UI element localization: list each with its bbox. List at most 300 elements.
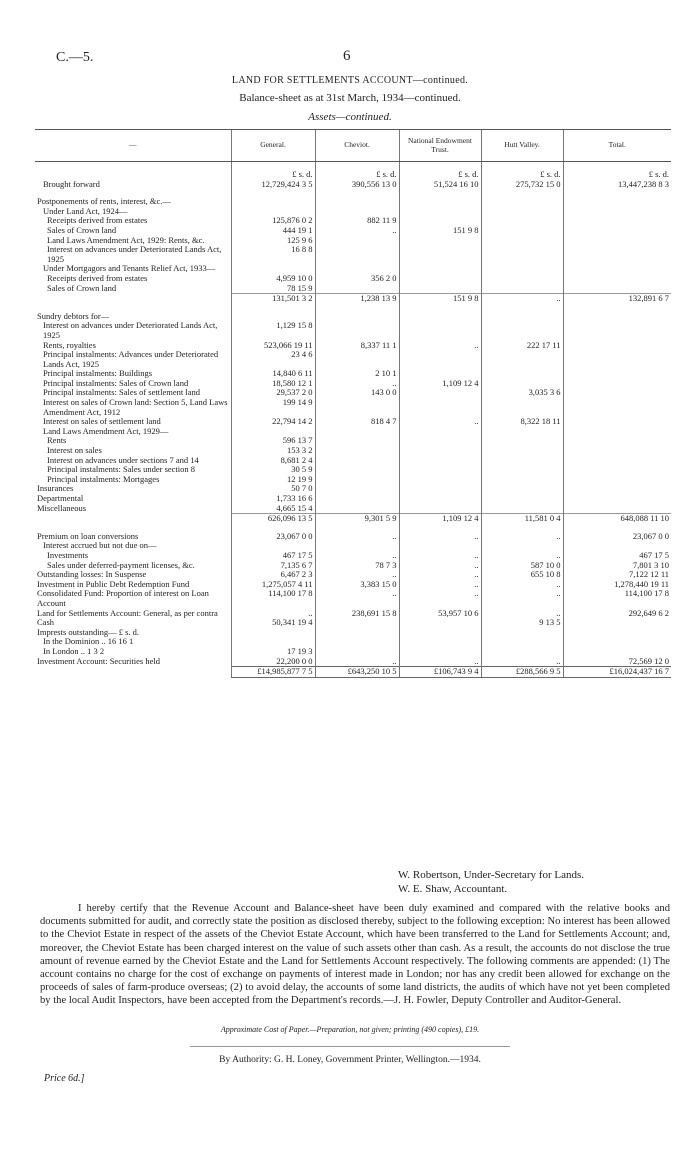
sundry-debtor-row bbox=[35, 369, 671, 379]
amount-cell: 596 13 7 bbox=[231, 436, 315, 446]
asset-row bbox=[35, 618, 671, 628]
divider bbox=[190, 1046, 510, 1047]
amount-cell bbox=[399, 456, 481, 466]
amount-cell: 51,524 16 10 bbox=[399, 180, 481, 190]
amount-cell bbox=[399, 197, 481, 207]
amount-cell bbox=[315, 245, 399, 264]
amount-cell bbox=[481, 236, 563, 246]
asset-row bbox=[35, 637, 671, 647]
amount-cell bbox=[399, 216, 481, 226]
row-label: Principal instalments: Sales under section 8 bbox=[47, 465, 196, 475]
amount-cell bbox=[481, 504, 563, 514]
sundry-debtor-row bbox=[35, 388, 671, 398]
amount-cell bbox=[481, 475, 563, 485]
asset-row bbox=[35, 657, 671, 667]
amount-cell bbox=[563, 417, 671, 427]
sundry-debtor-row bbox=[35, 494, 671, 504]
row-label: Rents bbox=[47, 436, 67, 446]
amount-cell bbox=[563, 264, 671, 274]
amount-cell bbox=[481, 628, 563, 638]
spacer-cell bbox=[399, 189, 481, 197]
amount-cell: 153 3 2 bbox=[231, 446, 315, 456]
postponement-row bbox=[35, 207, 671, 217]
amount-cell: 125,876 0 2 bbox=[231, 216, 315, 226]
amount-cell bbox=[315, 264, 399, 274]
sundry-debtor-row bbox=[35, 321, 671, 340]
amount-cell: 12,729,424 3 5 bbox=[231, 180, 315, 190]
amount-cell: 143 0 0 bbox=[315, 388, 399, 398]
amount-cell bbox=[563, 341, 671, 351]
sundry-debtor-row bbox=[35, 417, 671, 427]
asset-row bbox=[35, 647, 671, 657]
row-label: Principal instalments: Mortgages bbox=[47, 474, 160, 484]
amount-cell: 1,129 15 8 bbox=[231, 321, 315, 340]
sundry-debtor-row bbox=[35, 398, 671, 417]
amount-cell: 23 4 6 bbox=[231, 350, 315, 369]
spacer-cell bbox=[231, 524, 315, 532]
amount-cell: .. bbox=[481, 580, 563, 590]
asset-row bbox=[35, 609, 671, 619]
amount-cell: 3,383 15 0 bbox=[315, 580, 399, 590]
amount-cell: 8,322 18 11 bbox=[481, 417, 563, 427]
amount-cell bbox=[481, 637, 563, 647]
row-label: Rents, royalties bbox=[43, 340, 96, 350]
asset-row bbox=[35, 628, 671, 638]
amount-cell bbox=[399, 207, 481, 217]
amount-cell bbox=[399, 436, 481, 446]
amount-cell: 626,096 13 5 bbox=[231, 514, 315, 524]
amount-cell: 114,100 17 8 bbox=[563, 589, 671, 608]
row-label: Interest on advances under Deteriorated Lands Act, 1925 bbox=[47, 245, 222, 264]
amount-cell: 72,569 12 0 bbox=[563, 657, 671, 667]
amount-cell bbox=[481, 427, 563, 437]
amount-cell: 275,732 15 0 bbox=[481, 180, 563, 190]
amount-cell bbox=[563, 284, 671, 294]
amount-cell: .. bbox=[481, 609, 563, 619]
amount-cell: 222 17 11 bbox=[481, 341, 563, 351]
postponement-row bbox=[35, 236, 671, 246]
amount-cell: .. bbox=[315, 551, 399, 561]
row-label: Under Mortgagors and Tenants Relief Act, 1933— bbox=[43, 264, 216, 274]
amount-cell bbox=[399, 284, 481, 294]
spacer-cell bbox=[231, 304, 315, 312]
amount-cell: £14,985,877 7 5 bbox=[231, 667, 315, 678]
amount-cell: 53,957 10 6 bbox=[399, 609, 481, 619]
amount-cell: 4,959 10 0 bbox=[231, 274, 315, 284]
amount-cell: .. bbox=[481, 532, 563, 542]
amount-cell: 390,556 13 0 bbox=[315, 180, 399, 190]
amount-cell: 818 4 7 bbox=[315, 417, 399, 427]
amount-cell: 238,691 15 8 bbox=[315, 609, 399, 619]
amount-cell bbox=[563, 312, 671, 322]
amount-cell: 8,337 11 1 bbox=[315, 341, 399, 351]
amount-cell bbox=[315, 504, 399, 514]
amount-cell bbox=[399, 618, 481, 628]
amount-cell: .. bbox=[399, 551, 481, 561]
amount-cell bbox=[315, 465, 399, 475]
amount-cell bbox=[315, 284, 399, 294]
amount-cell bbox=[563, 350, 671, 369]
column-header-total: Total. bbox=[563, 130, 671, 162]
amount-cell bbox=[481, 369, 563, 379]
amount-cell bbox=[315, 446, 399, 456]
amount-cell bbox=[563, 456, 671, 466]
amount-cell bbox=[399, 465, 481, 475]
amount-cell: .. bbox=[399, 532, 481, 542]
spacer-row bbox=[35, 304, 671, 312]
amount-cell: 23,067 0 0 bbox=[563, 532, 671, 542]
row-label: Land Laws Amendment Act, 1929— bbox=[43, 426, 169, 436]
row-label: Principal instalments: Buildings bbox=[43, 369, 153, 379]
row-label: Receipts derived from estates bbox=[47, 273, 148, 283]
amount-cell bbox=[399, 541, 481, 551]
amount-cell: 29,537 2 0 bbox=[231, 388, 315, 398]
row-label: Sales of Crown land bbox=[47, 283, 117, 293]
amount-cell bbox=[481, 456, 563, 466]
row-label: Interest on advances under Deteriorated Lands Act, 1925 bbox=[43, 321, 218, 340]
amount-cell: .. bbox=[315, 570, 399, 580]
row-label: Sundry debtors for— bbox=[37, 311, 110, 321]
amount-cell bbox=[481, 274, 563, 284]
spacer-cell bbox=[399, 304, 481, 312]
amount-cell: .. bbox=[399, 589, 481, 608]
spacer-cell bbox=[35, 524, 231, 532]
section-title: Assets—continued. bbox=[308, 111, 392, 123]
amount-cell: 22,200 0 0 bbox=[231, 657, 315, 667]
amount-cell bbox=[563, 436, 671, 446]
amount-cell bbox=[481, 379, 563, 389]
currency-heading: £ s. d. bbox=[481, 162, 563, 180]
row-label: In London .. 1 3 2 bbox=[43, 646, 105, 656]
column-header-label: — bbox=[35, 130, 231, 162]
grand-total-row bbox=[35, 667, 671, 678]
amount-cell bbox=[399, 475, 481, 485]
amount-cell bbox=[399, 446, 481, 456]
amount-cell: .. bbox=[399, 657, 481, 667]
row-label: Departmental bbox=[37, 494, 84, 503]
row-label: Investment Account: Securities held bbox=[37, 656, 160, 666]
amount-cell bbox=[563, 245, 671, 264]
amount-cell: 467 17 5 bbox=[563, 551, 671, 561]
amount-cell bbox=[563, 427, 671, 437]
amount-cell bbox=[399, 388, 481, 398]
currency-heading: £ s. d. bbox=[563, 162, 671, 180]
spacer-cell bbox=[315, 524, 399, 532]
amount-cell: 50,341 19 4 bbox=[231, 618, 315, 628]
amount-cell bbox=[315, 436, 399, 446]
row-label: Premium on loan conversions bbox=[37, 531, 139, 541]
sundry-debtor-row bbox=[35, 379, 671, 389]
amount-cell bbox=[315, 398, 399, 417]
asset-row bbox=[35, 561, 671, 571]
amount-cell bbox=[563, 226, 671, 236]
row-label: Brought forward bbox=[43, 179, 100, 189]
amount-cell bbox=[481, 264, 563, 274]
signature-accountant: W. E. Shaw, Accountant. bbox=[398, 883, 508, 895]
row-label: Principal instalments: Sales of settlement land bbox=[43, 388, 200, 398]
spacer-cell bbox=[399, 524, 481, 532]
amount-cell bbox=[481, 284, 563, 294]
amount-cell bbox=[563, 388, 671, 398]
amount-cell bbox=[563, 216, 671, 226]
postponement-row bbox=[35, 264, 671, 274]
amount-cell bbox=[481, 350, 563, 369]
amount-cell bbox=[563, 647, 671, 657]
amount-cell: .. bbox=[399, 561, 481, 571]
amount-cell bbox=[315, 207, 399, 217]
amount-cell: 1,275,057 4 11 bbox=[231, 580, 315, 590]
sundry-debtor-row bbox=[35, 350, 671, 369]
amount-cell: 655 10 8 bbox=[481, 570, 563, 580]
amount-cell bbox=[399, 350, 481, 369]
amount-cell: .. bbox=[315, 657, 399, 667]
amount-cell: 1,238 13 9 bbox=[315, 294, 399, 304]
amount-cell bbox=[481, 446, 563, 456]
spacer-row bbox=[35, 524, 671, 532]
row-label: Interest on sales of settlement land bbox=[43, 417, 161, 427]
amount-cell bbox=[481, 465, 563, 475]
row-label: Sales of Crown land bbox=[47, 225, 117, 235]
amount-cell: .. bbox=[481, 294, 563, 304]
amount-cell bbox=[563, 475, 671, 485]
amount-cell: 1,109 12 4 bbox=[399, 379, 481, 389]
amount-cell: .. bbox=[231, 609, 315, 619]
document-reference: C.—5. bbox=[56, 50, 94, 65]
amount-cell: £16,024,437 16 7 bbox=[563, 667, 671, 678]
printer-authority: By Authority: G. H. Loney, Government Printer, Wellington.—1934. bbox=[219, 1055, 481, 1065]
row-label bbox=[35, 667, 231, 678]
amount-cell bbox=[315, 484, 399, 494]
amount-cell: 132,891 6 7 bbox=[563, 294, 671, 304]
amount-cell: 9 13 5 bbox=[481, 618, 563, 628]
amount-cell: 18,580 12 1 bbox=[231, 379, 315, 389]
amount-cell bbox=[315, 456, 399, 466]
postponement-row bbox=[35, 216, 671, 226]
row-label: Miscellaneous bbox=[37, 503, 87, 513]
amount-cell bbox=[231, 264, 315, 274]
asset-row bbox=[35, 580, 671, 590]
asset-row bbox=[35, 551, 671, 561]
amount-cell: 30 5 9 bbox=[231, 465, 315, 475]
spacer-cell bbox=[231, 189, 315, 197]
amount-cell bbox=[231, 197, 315, 207]
amount-cell bbox=[231, 427, 315, 437]
amount-cell: 882 11 9 bbox=[315, 216, 399, 226]
balance-sheet-table bbox=[35, 129, 671, 678]
spacer-cell bbox=[563, 189, 671, 197]
amount-cell bbox=[231, 637, 315, 647]
row-label: Land for Settlements Account: General, as per contra bbox=[37, 608, 218, 618]
amount-cell bbox=[563, 541, 671, 551]
amount-cell bbox=[315, 321, 399, 340]
amount-cell: 22,794 14 2 bbox=[231, 417, 315, 427]
amount-cell bbox=[315, 475, 399, 485]
row-label: Interest on sales of Crown land: Section 5, Land Laws Amendment Act, 1912 bbox=[43, 398, 228, 417]
amount-cell: 7,135 6 7 bbox=[231, 561, 315, 571]
column-header-row bbox=[35, 130, 671, 162]
amount-cell: 4,665 15 4 bbox=[231, 504, 315, 514]
row-label: Consolidated Fund: Proportion of interest on Loan Account bbox=[37, 589, 209, 608]
amount-cell bbox=[563, 379, 671, 389]
amount-cell bbox=[481, 216, 563, 226]
amount-cell bbox=[481, 197, 563, 207]
amount-cell: .. bbox=[481, 589, 563, 608]
spacer-row bbox=[35, 189, 671, 197]
spacer-cell bbox=[35, 189, 231, 197]
row-label: In the Dominion .. 16 16 1 bbox=[43, 637, 134, 647]
amount-cell: 125 9 6 bbox=[231, 236, 315, 246]
amount-cell: 13,447,238 8 3 bbox=[563, 180, 671, 190]
account-title: LAND FOR SETTLEMENTS ACCOUNT—continued. bbox=[231, 75, 469, 86]
amount-cell: 648,088 11 10 bbox=[563, 514, 671, 524]
amount-cell bbox=[231, 541, 315, 551]
amount-cell: 1,278,440 19 11 bbox=[563, 580, 671, 590]
spacer-cell bbox=[315, 189, 399, 197]
spacer-cell bbox=[315, 304, 399, 312]
amount-cell: 523,066 19 11 bbox=[231, 341, 315, 351]
row-label: Under Land Act, 1924— bbox=[43, 206, 128, 216]
amount-cell bbox=[481, 436, 563, 446]
spacer-cell bbox=[481, 304, 563, 312]
amount-cell: .. bbox=[315, 589, 399, 608]
amount-cell: 444 19 1 bbox=[231, 226, 315, 236]
amount-cell: 50 7 0 bbox=[231, 484, 315, 494]
amount-cell: 356 2 0 bbox=[315, 274, 399, 284]
sundry-debtor-row bbox=[35, 312, 671, 322]
amount-cell bbox=[399, 647, 481, 657]
audit-certificate: I hereby certify that the Revenue Account and Balance-sheet have been duly examined and compared with the relative books and documents submitted for audit, and correctly state the position as disclosed thereby, subject to the following exception: No interest has been allowed to the Cheviot Estate in respect of the assets of the Cheviot Estate Account, which have been transferred to the Land for Settlements Account; and, moreover, the Cheviot Estate has been charged interest on the value of such assets other than cash. As a result, the accounts do not disclose the true amount of revenue earned by the Cheviot Estate and the Land for Settlements Account respectively. The following comments are appended: (1) The account contains no charge for the cost of exchange on payments of interest made in London; nor has any credit been allowed for exchange on the proceeds of sales of farm-produce overseas; (2) to avoid delay, the accounts of some land districts, the audits of which have not yet been completed by the local Audit Inspectors, have been accepted from the Department's records.—J. H. Fowler, Deputy Controller and Auditor-General. bbox=[40, 903, 670, 1007]
postponement-row bbox=[35, 197, 671, 207]
amount-cell: 12 19 9 bbox=[231, 475, 315, 485]
amount-cell bbox=[563, 398, 671, 417]
sundry-debtor-row bbox=[35, 446, 671, 456]
postponement-row bbox=[35, 284, 671, 294]
amount-cell bbox=[481, 321, 563, 340]
amount-cell: 6,467 2 3 bbox=[231, 570, 315, 580]
amount-cell: 199 14 9 bbox=[231, 398, 315, 417]
amount-cell bbox=[481, 398, 563, 417]
amount-cell bbox=[315, 637, 399, 647]
row-label: Sales under deferred-payment licenses, &c. bbox=[47, 560, 195, 570]
signature-under-secretary: W. Robertson, Under-Secretary for Lands. bbox=[398, 869, 585, 881]
amount-cell: 1,733 16 6 bbox=[231, 494, 315, 504]
amount-cell: 78 15 9 bbox=[231, 284, 315, 294]
postponement-row bbox=[35, 274, 671, 284]
sundry-debtor-row bbox=[35, 465, 671, 475]
column-header-hutt-valley: Hutt Valley. bbox=[481, 130, 563, 162]
postponement-row bbox=[35, 245, 671, 264]
amount-cell bbox=[315, 197, 399, 207]
brought-forward-row bbox=[35, 180, 671, 190]
amount-cell: 23,067 0 0 bbox=[231, 532, 315, 542]
currency-heading: £ s. d. bbox=[399, 162, 481, 180]
row-label: Investments bbox=[47, 550, 89, 560]
amount-cell bbox=[563, 484, 671, 494]
amount-cell: 114,100 17 8 bbox=[231, 589, 315, 608]
price: Price 6d.] bbox=[44, 1073, 85, 1084]
sundry-debtor-row bbox=[35, 427, 671, 437]
amount-cell bbox=[315, 541, 399, 551]
currency-heading: £ s. d. bbox=[315, 162, 399, 180]
amount-cell bbox=[563, 618, 671, 628]
amount-cell bbox=[231, 207, 315, 217]
amount-cell bbox=[399, 398, 481, 417]
amount-cell bbox=[315, 427, 399, 437]
page-number: 6 bbox=[343, 48, 351, 64]
spacer-cell bbox=[563, 524, 671, 532]
amount-cell: 1,109 12 4 bbox=[399, 514, 481, 524]
amount-cell bbox=[399, 245, 481, 264]
amount-cell bbox=[399, 484, 481, 494]
amount-cell bbox=[315, 494, 399, 504]
row-label: Investment in Public Debt Redemption Fund bbox=[37, 579, 190, 589]
amount-cell bbox=[315, 312, 399, 322]
amount-cell bbox=[563, 504, 671, 514]
currency-row bbox=[35, 162, 671, 180]
amount-cell bbox=[563, 321, 671, 340]
amount-cell bbox=[315, 647, 399, 657]
amount-cell: £106,743 9 4 bbox=[399, 667, 481, 678]
sundry-subtotal-row bbox=[35, 514, 671, 524]
asset-row bbox=[35, 541, 671, 551]
amount-cell: 11,581 0 4 bbox=[481, 514, 563, 524]
amount-cell bbox=[563, 236, 671, 246]
amount-cell: £288,566 9 5 bbox=[481, 667, 563, 678]
amount-cell bbox=[399, 312, 481, 322]
amount-cell: 151 9 8 bbox=[399, 294, 481, 304]
amount-cell bbox=[563, 494, 671, 504]
row-label: Principal instalments: Advances under Deteriorated Lands Act, 1925 bbox=[43, 350, 219, 369]
amount-cell bbox=[481, 312, 563, 322]
row-label: Imprests outstanding— £ s. d. bbox=[37, 627, 139, 637]
row-label: Interest on advances under sections 7 and 14 bbox=[47, 455, 199, 465]
row-label: Principal instalments: Sales of Crown land bbox=[43, 378, 189, 388]
amount-cell: 16 8 8 bbox=[231, 245, 315, 264]
row-label: Postponements of rents, interest, &c.— bbox=[37, 197, 171, 207]
amount-cell bbox=[315, 350, 399, 369]
row-label: Interest accrued but not due on— bbox=[43, 541, 157, 551]
spacer-cell bbox=[481, 524, 563, 532]
postponement-row bbox=[35, 226, 671, 236]
amount-cell: 8,681 2 4 bbox=[231, 456, 315, 466]
currency-heading: £ s. d. bbox=[231, 162, 315, 180]
amount-cell: .. bbox=[315, 226, 399, 236]
amount-cell bbox=[481, 494, 563, 504]
amount-cell bbox=[481, 541, 563, 551]
amount-cell: .. bbox=[399, 417, 481, 427]
amount-cell: .. bbox=[481, 551, 563, 561]
column-header-cheviot: Cheviot. bbox=[315, 130, 399, 162]
amount-cell bbox=[399, 427, 481, 437]
amount-cell: 3,035 3 6 bbox=[481, 388, 563, 398]
amount-cell: .. bbox=[399, 570, 481, 580]
sundry-debtor-row bbox=[35, 475, 671, 485]
amount-cell bbox=[399, 264, 481, 274]
amount-cell bbox=[563, 274, 671, 284]
sundry-debtor-row bbox=[35, 341, 671, 351]
amount-cell: 14,840 6 11 bbox=[231, 369, 315, 379]
spacer-cell bbox=[563, 304, 671, 312]
amount-cell: 7,801 3 10 bbox=[563, 561, 671, 571]
row-label: Cash bbox=[37, 618, 54, 628]
row-label: Receipts derived from estates bbox=[47, 216, 148, 226]
amount-cell bbox=[399, 274, 481, 284]
cost-of-paper-note: Approximate Cost of Paper.—Preparation, not given; printing (490 copies), £19. bbox=[220, 1025, 480, 1034]
row-label: Outstanding losses: In Suspense bbox=[37, 570, 147, 580]
amount-cell bbox=[481, 245, 563, 264]
asset-row bbox=[35, 570, 671, 580]
amount-cell bbox=[399, 321, 481, 340]
